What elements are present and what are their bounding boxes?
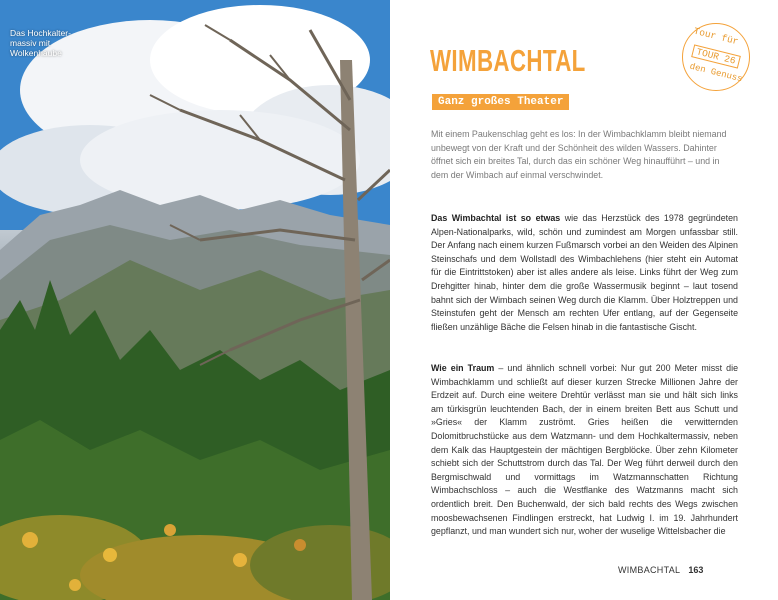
page-number: 163 xyxy=(688,565,704,575)
badge-tour-number: TOUR 26 xyxy=(691,44,741,68)
badge-top-text: Tour für xyxy=(692,25,740,48)
chapter-title: WIMBACHTAL xyxy=(430,43,586,78)
badge-bottom-text: den Genuss xyxy=(688,61,744,85)
intro-paragraph: Mit einem Paukenschlag geht es los: In der Wimbachklamm bleibt niemand unbewegt von der Kraft und der Schönheit des wilden Wassers. Dahinter öffnet sich ein breites Tal, durch das ein schöner Weg hinaufführt – und in dem der Wimbach auf einmal verschwindet. xyxy=(431,129,727,180)
photo-caption: Das Hochkalter- massiv mit Wolkenhaube xyxy=(10,28,71,58)
paragraph-lead: Wie ein Traum xyxy=(431,363,495,373)
paragraph-text: – und ähnlich schnell vorbei: Nur gut 200 Meter misst die Wimbachklamm und schließt auf dieser kurzen Strecke Millionen Jahre der Erdzeit auf. Durch eine weitere Drehtür verlässt man sie und hält sich links am türkisgrün leuchtenden Bach, der in einem breiten Bett aus Schutt und »Gries« der Klamm zuströmt. Gries heißen die verwitternden Dolomitbruchstücke aus dem Watzmann- und dem Hochkaltermassiv, neben dem Kalk das Hauptgestein der mächtigen Bergblöcke. Über zehn Kilometer schiebt sich der Schuttstrom durch das Tal. Der Weg führt derweil durch den Bergmischwald und vormittags im Watzmannschatten Richtung Wimbachschloss – auch die Westflanke des Watzmanns macht sich ordentlich breit. Den Buchenwald, der sich bald rechts des Wegs zwischen moosbewachsenen Findlingen erstreckt, hat Ludwig I. im 19. Jahrhundert gepflanzt, und man wundert sich nur, woher der wuselige Wittelsbacher die xyxy=(431,363,739,537)
paragraph-text: wie das Herzstück des 1978 gegründeten Alpen-Nationalparks, wild, schön und zumindest am Morgen unfassbar still. Der Anfang nach einem kurzen Fußmarsch vorbei an den Weiden des Alpinen Steinschafs und dem Wollstadl des Wimbachlehens (hier steht ein Automat für die Eintrittstoken) aber ist alles andere als leise. Links führt der Weg zum Drehgitter hinab, hinter dem die große Wassermusik beginnt – laut tosend bahnt sich der Wimbach seinen Weg durch die Klamm. Über Holztreppen und Steinstufen geht der Mensch am rechten Ufer entlang, auf der Gegenseite fließen unzählige Bäche die Felsen hinab in die fantastische Gischt. xyxy=(431,213,738,332)
paragraph-lead: Das Wimbachtal ist so etwas xyxy=(431,213,561,223)
body-paragraph-2 xyxy=(431,362,738,539)
chapter-subtitle: Ganz großes Theater xyxy=(432,94,569,110)
body-paragraph-1 xyxy=(431,212,738,334)
page-footer xyxy=(618,565,703,575)
footer-section-title: WIMBACHTAL xyxy=(618,565,681,575)
tour-badge xyxy=(682,23,750,91)
